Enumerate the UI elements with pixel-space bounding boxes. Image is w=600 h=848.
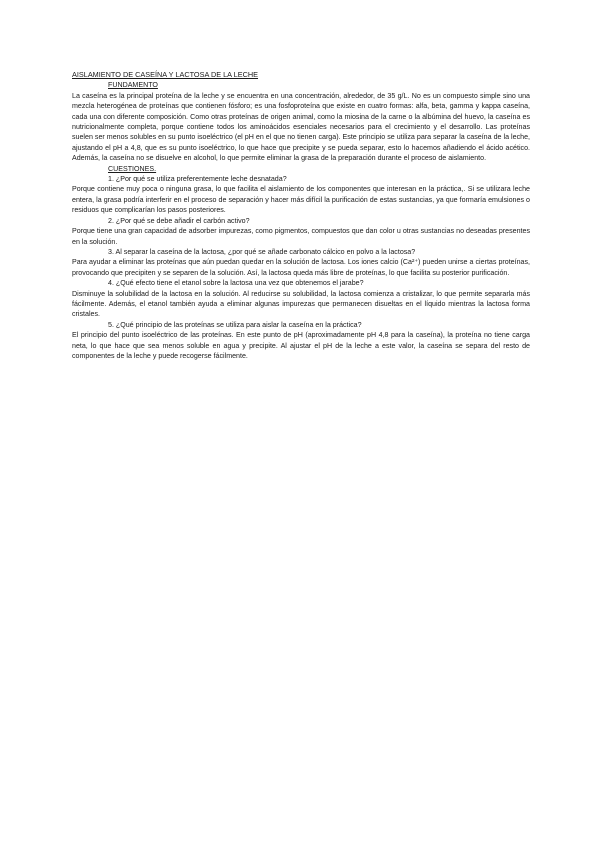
question-block-2 <box>72 216 530 247</box>
question-block-4 <box>72 278 530 320</box>
fundamento-heading: FUNDAMENTO <box>108 81 158 90</box>
answer-3: Para ayudar a eliminar las proteínas que aún puedan quedar en la solución de lactosa. Los iones calcio (Ca²⁺) pueden unirse a ciertas proteínas, provocando que precipiten y se separen de la solución. Así, la lactosa queda más libre de proteínas, lo que facilita su posterior purificación. <box>72 258 530 277</box>
question-block-5 <box>72 320 530 362</box>
cuestiones-heading: CUESTIONES. <box>108 164 157 173</box>
question-block-1 <box>72 174 530 216</box>
answer-5: El principio del punto isoeléctrico de las proteínas. En este punto de pH (aproximadamente pH 4,8 para la caseína), la proteína no tiene carga neta, lo que hace que sea menos soluble en agua y precipite. Al ajustar el pH de la leche a este valor, la caseína se separa del resto de componentes de la leche y puede recogerse fácilmente. <box>72 331 530 360</box>
question-1: 1. ¿Por qué se utiliza preferentemente leche desnatada? <box>108 175 287 184</box>
question-2: 2. ¿Por qué se debe añadir el carbón activo? <box>108 216 250 225</box>
answer-2: Porque tiene una gran capacidad de adsorber impurezas, como pigmentos, compuestos que dan color u otras sustancias no deseadas presentes en la solución. <box>72 227 530 246</box>
answer-1: Porque contiene muy poca o ninguna grasa, lo que facilita el aislamiento de los componentes que interesan en la práctica,. Si se utilizara leche entera, la grasa podría interferir en el proceso de separación y hacer más difícil la purificación de estas sustancias, ya que formaría emulsiones o residuos que complicarían los pasos posteriores. <box>72 185 530 215</box>
answer-4: Disminuye la solubilidad de la lactosa en la solución. Al reducirse su solubilidad, la lactosa comienza a cristalizar, lo que permite separarla más fácilmente. Además, el etanol también ayuda a eliminar algunas impurezas que permanecen disueltas en el líquido mientras la lactosa forma cristales. <box>72 289 530 319</box>
fundamento-paragraph: La caseína es la principal proteína de la leche y se encuentra en una concentración, alrededor, de 35 g/L. No es un compuesto simple sino una mezcla heterogénea de proteínas que contienen fósforo; es una fosfoproteína que existe en cuatro formas: alfa, beta, gamma y kappa caseína, cada una con diferente composición. Como otras proteínas de origen animal, como la miosina de la carne o la albúmina del huevo, la caseína es nutricionalmente completa, porque contiene todos los aminoácidos esenciales necesarios para el crecimiento y el desarrollo. Las proteínas suelen ser menos solubles en su punto isoeléctrico (el pH en el que no tienen carga). Este principio se utiliza para separar la caseína de la leche, ajustando el pH a 4,8, que es su punto isoeléctrico, lo que hace que precipite y se pueda separar, esto lo hacemos añadiendo el ácido acético. Además, la caseína no se disuelve en alcohol, lo que permite eliminar la grasa de la preparación durante el proceso de aislamiento. <box>72 91 530 163</box>
document-title: AISLAMIENTO DE CASEÍNA Y LACTOSA DE LA LECHE <box>72 70 259 79</box>
question-4: 4. ¿Qué efecto tiene el etanol sobre la lactosa una vez que obtenemos el jarabe? <box>108 279 364 288</box>
question-5: 5. ¿Qué principio de las proteínas se utiliza para aislar la caseína en la práctica? <box>108 320 362 329</box>
document-page <box>72 70 530 361</box>
question-block-3 <box>72 247 530 278</box>
question-3: 3. Al separar la caseína de la lactosa, ¿por qué se añade carbonato cálcico en polvo a la lactosa? <box>108 247 416 256</box>
